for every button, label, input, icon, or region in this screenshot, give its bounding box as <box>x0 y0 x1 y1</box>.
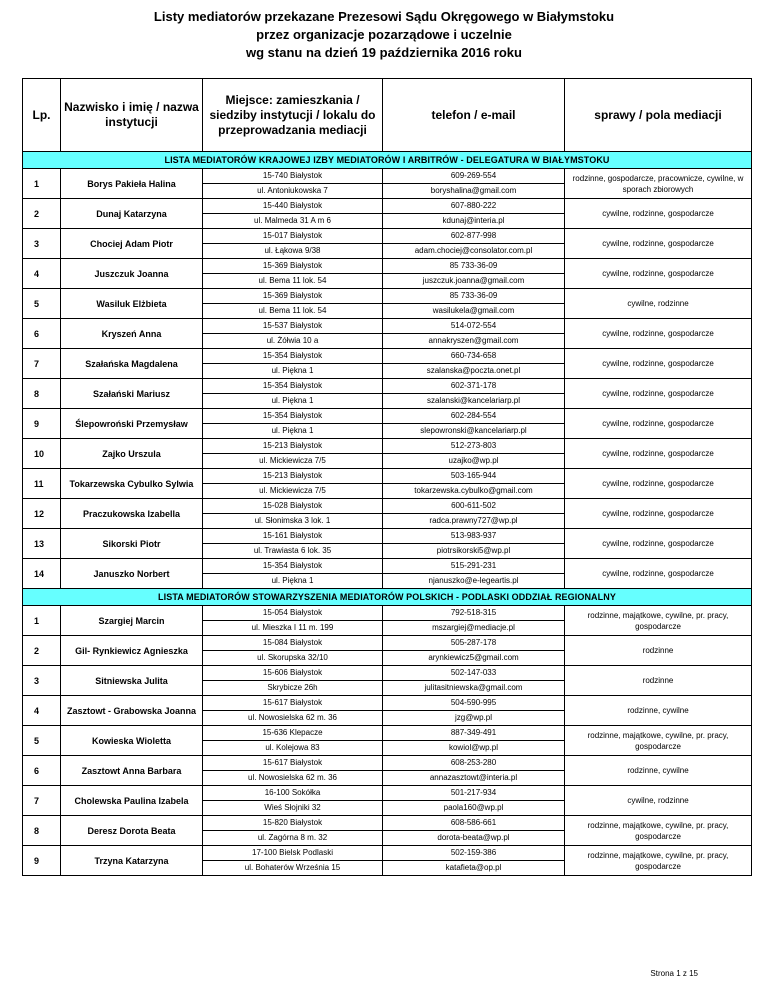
row-street: ul. Piękna 1 <box>203 364 383 379</box>
title-line-1: Listy mediatorów przekazane Prezesowi Sądu Okręgowego w Białymstoku <box>153 9 615 24</box>
row-street: ul. Bema 11 lok. 54 <box>203 304 383 319</box>
row-cases: cywilne, rodzinne, gospodarcze <box>565 229 752 259</box>
row-phone: 501-217-934 <box>383 786 565 801</box>
row-cases: rodzinne, majątkowe, cywilne, pr. pracy, gospodarcze <box>565 846 752 876</box>
row-email: mszargiej@mediacje.pl <box>383 621 565 636</box>
row-phone: 887-349-491 <box>383 726 565 741</box>
row-phone: 608-586-661 <box>383 816 565 831</box>
row-lp: 2 <box>23 199 61 229</box>
row-cases: cywilne, rodzinne, gospodarcze <box>565 199 752 229</box>
row-email: katafieta@op.pl <box>383 861 565 876</box>
row-cases: cywilne, rodzinne, gospodarcze <box>565 379 752 409</box>
row-street: ul. Bema 11 lok. 54 <box>203 274 383 289</box>
row-name: Kowieska Wioletta <box>61 726 203 756</box>
table-row <box>23 199 752 214</box>
row-name: Tokarzewska Cybulko Sylwia <box>61 469 203 499</box>
row-email: adam.chociej@consolator.com.pl <box>383 244 565 259</box>
row-city: 15-617 Białystok <box>203 756 383 771</box>
row-name: Szałański Mariusz <box>61 379 203 409</box>
row-name: Sitniewska Julita <box>61 666 203 696</box>
row-name: Januszko Norbert <box>61 559 203 589</box>
row-name: Trzyna Katarzyna <box>61 846 203 876</box>
row-city: 15-213 Białystok <box>203 439 383 454</box>
header-name: Nazwisko i imię / nazwa instytucji <box>61 79 203 152</box>
row-phone: 602-877-998 <box>383 229 565 244</box>
row-email: jzg@wp.pl <box>383 711 565 726</box>
row-name: Borys Pakieła Halina <box>61 169 203 199</box>
row-city: 15-606 Białystok <box>203 666 383 681</box>
row-phone: 85 733-36-09 <box>383 259 565 274</box>
row-email: wasilukela@gmail.com <box>383 304 565 319</box>
row-cases: rodzinne, majątkowe, cywilne, pr. pracy, gospodarcze <box>565 726 752 756</box>
row-city: 15-354 Białystok <box>203 379 383 394</box>
table-row <box>23 499 752 514</box>
row-lp: 13 <box>23 529 61 559</box>
row-cases: rodzinne <box>565 666 752 696</box>
row-phone: 503-165-944 <box>383 469 565 484</box>
row-lp: 12 <box>23 499 61 529</box>
row-email: njanuszko@e-legeartis.pl <box>383 574 565 589</box>
table-row <box>23 606 752 621</box>
row-phone: 515-291-231 <box>383 559 565 574</box>
row-name: Dunaj Katarzyna <box>61 199 203 229</box>
row-email: arynkiewicz5@gmail.com <box>383 651 565 666</box>
row-name: Zajko Urszula <box>61 439 203 469</box>
section-title: LISTA MEDIATORÓW STOWARZYSZENIA MEDIATORÓW POLSKICH - PODLASKI ODDZIAŁ REGIONALNY <box>23 589 752 606</box>
row-street: ul. Kolejowa 83 <box>203 741 383 756</box>
row-name: Gil- Rynkiewicz Agnieszka <box>61 636 203 666</box>
row-city: 15-740 Białystok <box>203 169 383 184</box>
table-row <box>23 379 752 394</box>
row-name: Wasiluk Elżbieta <box>61 289 203 319</box>
table-row <box>23 259 752 274</box>
row-lp: 8 <box>23 816 61 846</box>
row-name: Szałańska Magdalena <box>61 349 203 379</box>
row-street: ul. Mieszka I 11 m. 199 <box>203 621 383 636</box>
row-lp: 11 <box>23 469 61 499</box>
table-row <box>23 469 752 484</box>
row-email: juszczuk.joanna@gmail.com <box>383 274 565 289</box>
row-cases: cywilne, rodzinne, gospodarcze <box>565 559 752 589</box>
row-lp: 7 <box>23 349 61 379</box>
table-row <box>23 169 752 184</box>
page-number: Strona 1 z 15 <box>650 969 698 978</box>
row-phone: 660-734-658 <box>383 349 565 364</box>
row-phone: 602-284-554 <box>383 409 565 424</box>
table-row <box>23 666 752 681</box>
row-name: Juszczuk Joanna <box>61 259 203 289</box>
row-city: 15-028 Białystok <box>203 499 383 514</box>
row-cases: rodzinne, cywilne <box>565 756 752 786</box>
section-row <box>23 589 752 606</box>
row-city: 15-440 Białystok <box>203 199 383 214</box>
row-street: ul. Piękna 1 <box>203 574 383 589</box>
row-street: ul. Piękna 1 <box>203 394 383 409</box>
row-name: Praczukowska Izabella <box>61 499 203 529</box>
row-name: Szargiej Marcin <box>61 606 203 636</box>
table-row <box>23 229 752 244</box>
row-city: 15-354 Białystok <box>203 559 383 574</box>
row-email: annazasztowt@interia.pl <box>383 771 565 786</box>
row-lp: 1 <box>23 606 61 636</box>
row-cases: rodzinne, majątkowe, cywilne, pr. pracy, gospodarcze <box>565 816 752 846</box>
row-street: ul. Mickiewicza 7/5 <box>203 454 383 469</box>
row-cases: cywilne, rodzinne, gospodarcze <box>565 469 752 499</box>
table-row <box>23 349 752 364</box>
row-cases: cywilne, rodzinne <box>565 289 752 319</box>
table-row <box>23 529 752 544</box>
row-street: ul. Słonimska 3 lok. 1 <box>203 514 383 529</box>
row-city: 15-054 Białystok <box>203 606 383 621</box>
row-email: szalanska@poczta.onet.pl <box>383 364 565 379</box>
row-email: julitasitniewska@gmail.com <box>383 681 565 696</box>
row-phone: 502-159-386 <box>383 846 565 861</box>
row-name: Cholewska Paulina Izabela <box>61 786 203 816</box>
row-lp: 5 <box>23 726 61 756</box>
row-phone: 514-072-554 <box>383 319 565 334</box>
section-title: LISTA MEDIATORÓW KRAJOWEJ IZBY MEDIATORÓW I ARBITRÓW - DELEGATURA W BIAŁYMSTOKU <box>23 152 752 169</box>
row-lp: 6 <box>23 756 61 786</box>
row-city: 17-100 Bielsk Podlaski <box>203 846 383 861</box>
row-cases: rodzinne, majątkowe, cywilne, pr. pracy, gospodarcze <box>565 606 752 636</box>
row-street: ul. Skorupska 32/10 <box>203 651 383 666</box>
row-city: 15-017 Białystok <box>203 229 383 244</box>
table-row <box>23 786 752 801</box>
row-email: kowiol@wp.pl <box>383 741 565 756</box>
row-phone: 600-611-502 <box>383 499 565 514</box>
row-lp: 4 <box>23 259 61 289</box>
row-cases: rodzinne, gospodarcze, pracownicze, cywilne, w sporach zbiorowych <box>565 169 752 199</box>
row-lp: 6 <box>23 319 61 349</box>
table-row <box>23 696 752 711</box>
row-lp: 2 <box>23 636 61 666</box>
title-line-2: przez organizacje pozarządowe i uczelnie <box>256 27 512 42</box>
table-row <box>23 726 752 741</box>
row-phone: 607-880-222 <box>383 199 565 214</box>
row-cases: cywilne, rodzinne, gospodarcze <box>565 349 752 379</box>
row-city: 15-354 Białystok <box>203 349 383 364</box>
row-city: 15-369 Białystok <box>203 259 383 274</box>
row-lp: 5 <box>23 289 61 319</box>
table-row <box>23 319 752 334</box>
row-name: Zasztowt Anna Barbara <box>61 756 203 786</box>
row-cases: cywilne, rodzinne, gospodarcze <box>565 439 752 469</box>
title-line-3: wg stanu na dzień 19 października 2016 roku <box>246 45 522 60</box>
row-city: 15-213 Białystok <box>203 469 383 484</box>
row-phone: 608-253-280 <box>383 756 565 771</box>
header-place: Miejsce: zamieszkania / siedziby instytucji / lokalu do przeprowadzania mediacji <box>203 79 383 152</box>
header-row <box>23 79 752 152</box>
row-city: 15-084 Białystok <box>203 636 383 651</box>
row-phone: 504-590-995 <box>383 696 565 711</box>
row-phone: 602-371-178 <box>383 379 565 394</box>
row-name: Chociej Adam Piotr <box>61 229 203 259</box>
row-email: boryshalina@gmail.com <box>383 184 565 199</box>
row-phone: 513-983-937 <box>383 529 565 544</box>
table-row <box>23 559 752 574</box>
row-email: slepowronski@kancelariarp.pl <box>383 424 565 439</box>
row-cases: cywilne, rodzinne, gospodarcze <box>565 529 752 559</box>
row-phone: 512-273-803 <box>383 439 565 454</box>
row-city: 16-100 Sokółka <box>203 786 383 801</box>
row-email: tokarzewska.cybulko@gmail.com <box>383 484 565 499</box>
row-email: kdunaj@interia.pl <box>383 214 565 229</box>
table-row <box>23 636 752 651</box>
row-lp: 1 <box>23 169 61 199</box>
row-city: 15-161 Białystok <box>203 529 383 544</box>
table-row <box>23 816 752 831</box>
table-row <box>23 756 752 771</box>
row-cases: cywilne, rodzinne <box>565 786 752 816</box>
row-name: Zasztowt - Grabowska Joanna <box>61 696 203 726</box>
header-lp: Lp. <box>23 79 61 152</box>
row-lp: 4 <box>23 696 61 726</box>
row-phone: 502-147-033 <box>383 666 565 681</box>
row-cases: rodzinne, cywilne <box>565 696 752 726</box>
row-cases: cywilne, rodzinne, gospodarcze <box>565 259 752 289</box>
row-email: piotrsikorski5@wp.pl <box>383 544 565 559</box>
row-street: ul. Nowosielska 62 m. 36 <box>203 711 383 726</box>
row-email: uzajko@wp.pl <box>383 454 565 469</box>
row-name: Deresz Dorota Beata <box>61 816 203 846</box>
row-city: 15-369 Białystok <box>203 289 383 304</box>
row-cases: cywilne, rodzinne, gospodarcze <box>565 499 752 529</box>
header-contact: telefon / e-mail <box>383 79 565 152</box>
row-street: ul. Bohaterów Września 15 <box>203 861 383 876</box>
row-street: Wieś Słojniki 32 <box>203 801 383 816</box>
row-city: 15-354 Białystok <box>203 409 383 424</box>
row-street: ul. Trawiasta 6 lok. 35 <box>203 544 383 559</box>
row-cases: cywilne, rodzinne, gospodarcze <box>565 319 752 349</box>
row-email: szalanski@kancelariarp.pl <box>383 394 565 409</box>
row-lp: 3 <box>23 229 61 259</box>
table-body <box>23 152 752 876</box>
row-phone: 609-269-554 <box>383 169 565 184</box>
row-lp: 9 <box>23 846 61 876</box>
row-lp: 9 <box>23 409 61 439</box>
header-cases: sprawy / pola mediacji <box>565 79 752 152</box>
row-city: 15-617 Białystok <box>203 696 383 711</box>
mediators-table <box>22 78 752 876</box>
row-name: Sikorski Piotr <box>61 529 203 559</box>
row-email: radca.prawny727@wp.pl <box>383 514 565 529</box>
row-name: Kryszeń Anna <box>61 319 203 349</box>
row-email: annakryszen@gmail.com <box>383 334 565 349</box>
row-name: Ślepowroński Przemysław <box>61 409 203 439</box>
section-row <box>23 152 752 169</box>
table-row <box>23 409 752 424</box>
row-street: ul. Antoniukowska 7 <box>203 184 383 199</box>
row-email: paola160@wp.pl <box>383 801 565 816</box>
row-street: ul. Żółwia 10 a <box>203 334 383 349</box>
row-city: 15-820 Białystok <box>203 816 383 831</box>
row-phone: 85 733-36-09 <box>383 289 565 304</box>
row-city: 15-636 Klepacze <box>203 726 383 741</box>
row-lp: 10 <box>23 439 61 469</box>
row-lp: 8 <box>23 379 61 409</box>
row-street: ul. Malmeda 31 A m 6 <box>203 214 383 229</box>
table-row <box>23 439 752 454</box>
row-cases: cywilne, rodzinne, gospodarcze <box>565 409 752 439</box>
row-street: ul. Łąkowa 9/38 <box>203 244 383 259</box>
table-row <box>23 846 752 861</box>
row-street: ul. Piękna 1 <box>203 424 383 439</box>
row-street: ul. Nowosielska 62 m. 36 <box>203 771 383 786</box>
row-email: dorota-beata@wp.pl <box>383 831 565 846</box>
row-street: ul. Mickiewicza 7/5 <box>203 484 383 499</box>
row-cases: rodzinne <box>565 636 752 666</box>
row-street: ul. Zagórna 8 m. 32 <box>203 831 383 846</box>
row-lp: 7 <box>23 786 61 816</box>
row-city: 15-537 Białystok <box>203 319 383 334</box>
row-lp: 14 <box>23 559 61 589</box>
row-street: Skrybicze 26h <box>203 681 383 696</box>
table-row <box>23 289 752 304</box>
row-phone: 792-518-315 <box>383 606 565 621</box>
row-phone: 505-287-178 <box>383 636 565 651</box>
row-lp: 3 <box>23 666 61 696</box>
